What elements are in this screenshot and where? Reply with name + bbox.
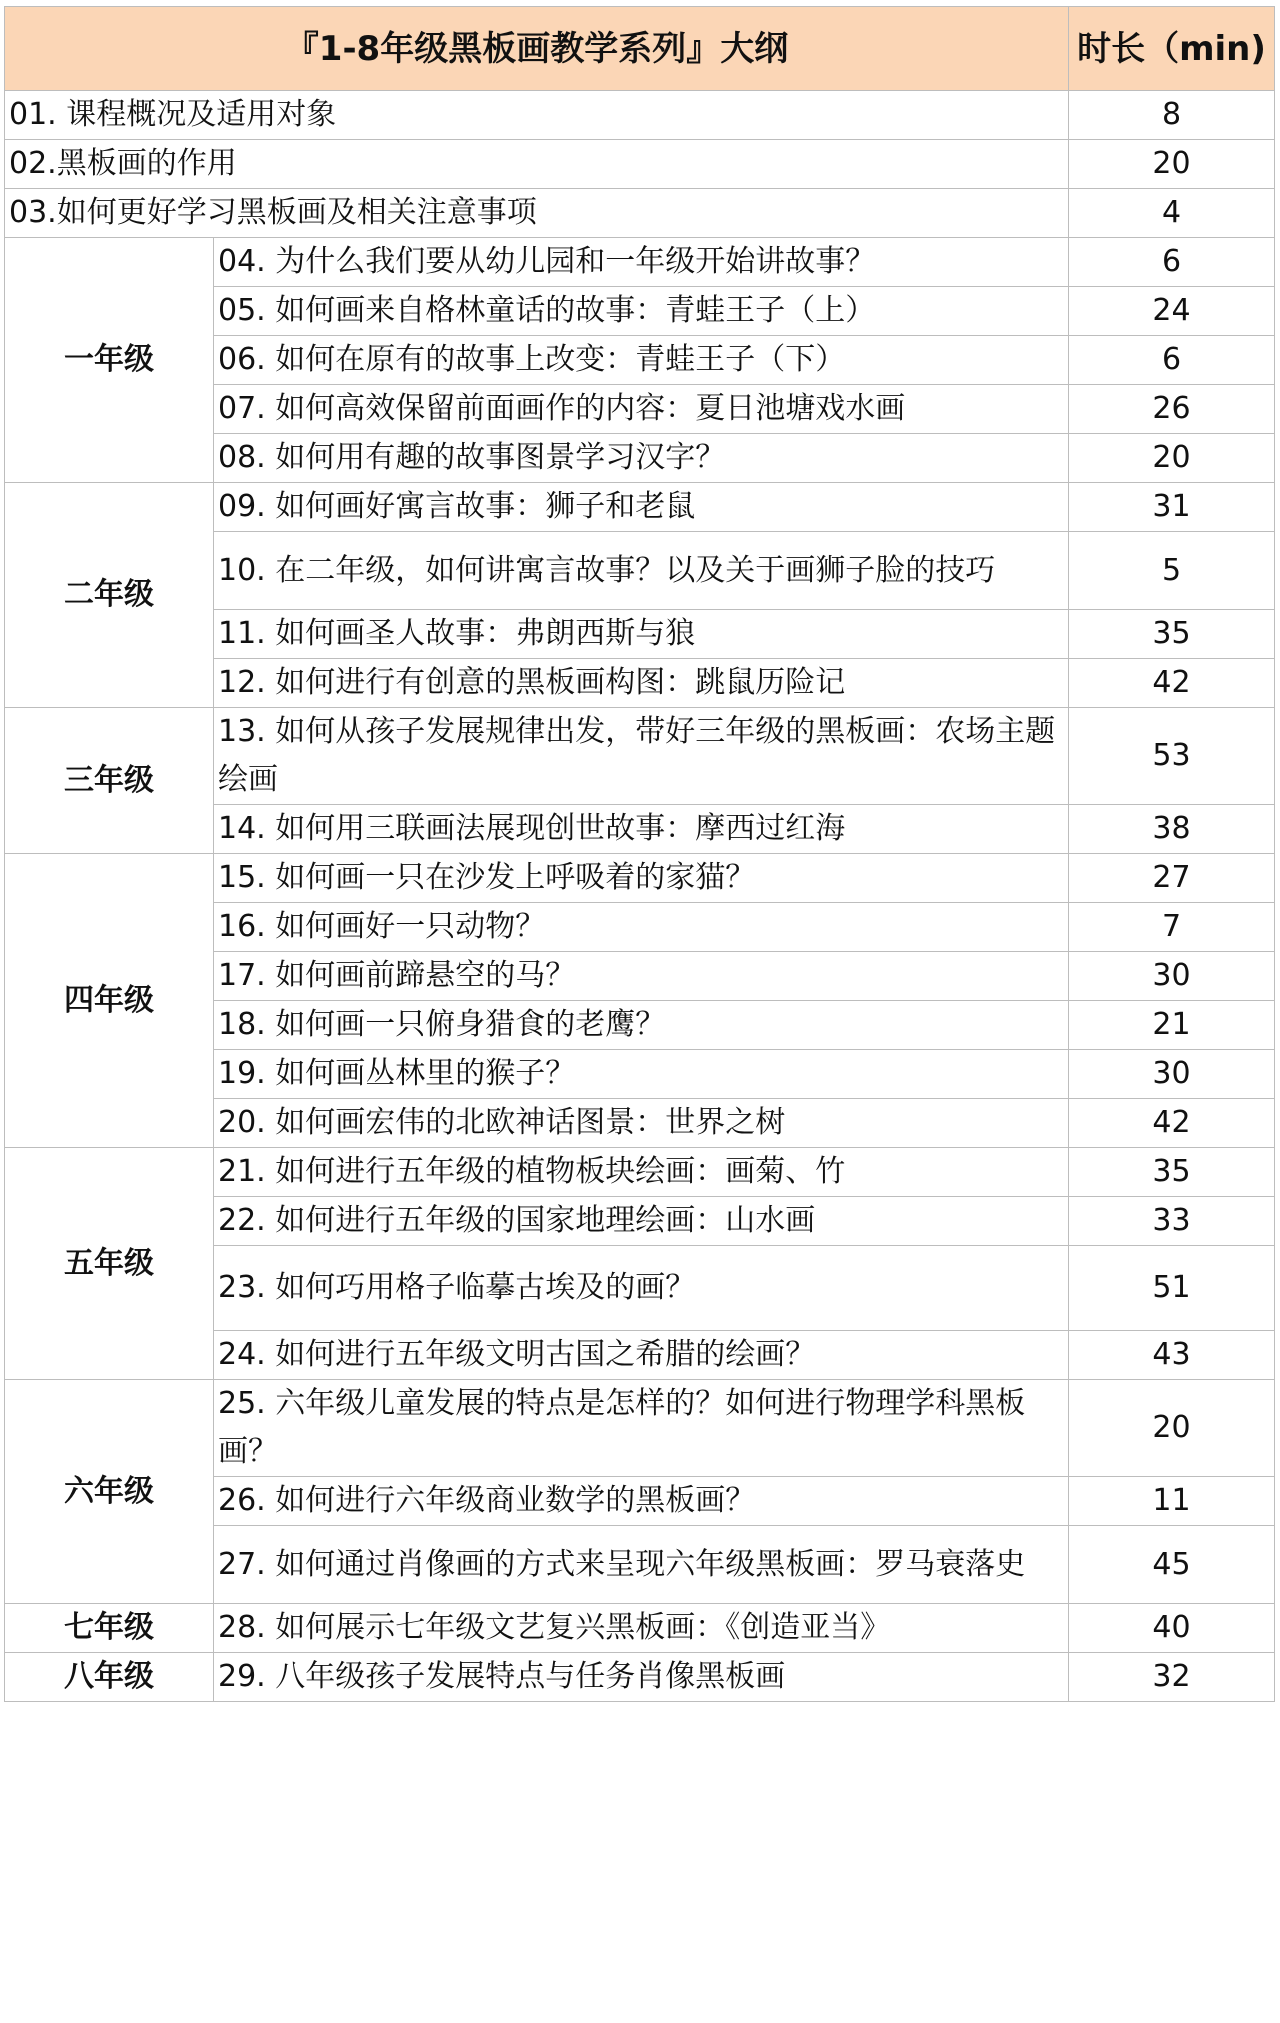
lesson-title: 19. 如何画丛林里的猴子？ — [214, 1050, 1069, 1099]
grade-label: 八年级 — [5, 1653, 214, 1702]
lesson-title: 03.如何更好学习黑板画及相关注意事项 — [5, 189, 1069, 238]
table-row — [5, 140, 1275, 189]
lesson-duration: 5 — [1069, 532, 1275, 610]
lesson-title: 26. 如何进行六年级商业数学的黑板画？ — [214, 1477, 1069, 1526]
outline-body — [5, 7, 1275, 1702]
lesson-duration: 11 — [1069, 1477, 1275, 1526]
lesson-duration: 30 — [1069, 1050, 1275, 1099]
lesson-duration: 51 — [1069, 1246, 1275, 1331]
lesson-duration: 21 — [1069, 1001, 1275, 1050]
lesson-title: 23. 如何巧用格子临摹古埃及的画？ — [214, 1246, 1069, 1331]
grade-label: 七年级 — [5, 1604, 214, 1653]
lesson-duration: 42 — [1069, 659, 1275, 708]
table-row — [5, 483, 1275, 532]
lesson-title: 27. 如何通过肖像画的方式来呈现六年级黑板画：罗马衰落史 — [214, 1526, 1069, 1604]
lesson-duration: 43 — [1069, 1331, 1275, 1380]
lesson-duration: 27 — [1069, 854, 1275, 903]
lesson-title: 16. 如何画好一只动物？ — [214, 903, 1069, 952]
lesson-title: 09. 如何画好寓言故事：狮子和老鼠 — [214, 483, 1069, 532]
lesson-title: 14. 如何用三联画法展现创世故事：摩西过红海 — [214, 805, 1069, 854]
lesson-duration: 4 — [1069, 189, 1275, 238]
header-row — [5, 7, 1275, 91]
lesson-title: 11. 如何画圣人故事：弗朗西斯与狼 — [214, 610, 1069, 659]
lesson-title: 12. 如何进行有创意的黑板画构图：跳鼠历险记 — [214, 659, 1069, 708]
grade-label: 一年级 — [5, 238, 214, 483]
table-row — [5, 1380, 1275, 1477]
table-row — [5, 91, 1275, 140]
curriculum-outline-table — [4, 6, 1275, 1702]
lesson-duration: 20 — [1069, 434, 1275, 483]
lesson-title: 04. 为什么我们要从幼儿园和一年级开始讲故事？ — [214, 238, 1069, 287]
lesson-title: 05. 如何画来自格林童话的故事：青蛙王子（上） — [214, 287, 1069, 336]
lesson-duration: 6 — [1069, 238, 1275, 287]
lesson-duration: 38 — [1069, 805, 1275, 854]
table-row — [5, 1148, 1275, 1197]
lesson-title: 29. 八年级孩子发展特点与任务肖像黑板画 — [214, 1653, 1069, 1702]
lesson-duration: 30 — [1069, 952, 1275, 1001]
lesson-duration: 53 — [1069, 708, 1275, 805]
lesson-duration: 32 — [1069, 1653, 1275, 1702]
lesson-duration: 7 — [1069, 903, 1275, 952]
lesson-duration: 35 — [1069, 1148, 1275, 1197]
table-title: 『1-8年级黑板画教学系列』大纲 — [5, 7, 1069, 91]
table-row — [5, 1653, 1275, 1702]
lesson-duration: 8 — [1069, 91, 1275, 140]
lesson-title: 13. 如何从孩子发展规律出发，带好三年级的黑板画：农场主题绘画 — [214, 708, 1069, 805]
duration-header: 时长（min) — [1069, 7, 1275, 91]
lesson-title: 10. 在二年级，如何讲寓言故事？以及关于画狮子脸的技巧 — [214, 532, 1069, 610]
lesson-title: 17. 如何画前蹄悬空的马？ — [214, 952, 1069, 1001]
grade-label: 三年级 — [5, 708, 214, 854]
lesson-duration: 26 — [1069, 385, 1275, 434]
lesson-duration: 45 — [1069, 1526, 1275, 1604]
table-row — [5, 189, 1275, 238]
lesson-title: 22. 如何进行五年级的国家地理绘画：山水画 — [214, 1197, 1069, 1246]
lesson-title: 06. 如何在原有的故事上改变：青蛙王子（下） — [214, 336, 1069, 385]
grade-label: 二年级 — [5, 483, 214, 708]
lesson-duration: 24 — [1069, 287, 1275, 336]
lesson-duration: 20 — [1069, 140, 1275, 189]
table-row — [5, 1604, 1275, 1653]
lesson-title: 02.黑板画的作用 — [5, 140, 1069, 189]
table-row — [5, 708, 1275, 805]
lesson-title: 07. 如何高效保留前面画作的内容：夏日池塘戏水画 — [214, 385, 1069, 434]
lesson-title: 20. 如何画宏伟的北欧神话图景：世界之树 — [214, 1099, 1069, 1148]
lesson-duration: 31 — [1069, 483, 1275, 532]
grade-label: 四年级 — [5, 854, 214, 1148]
lesson-title: 25. 六年级儿童发展的特点是怎样的？如何进行物理学科黑板画？ — [214, 1380, 1069, 1477]
lesson-title: 24. 如何进行五年级文明古国之希腊的绘画？ — [214, 1331, 1069, 1380]
lesson-title: 21. 如何进行五年级的植物板块绘画：画菊、竹 — [214, 1148, 1069, 1197]
lesson-duration: 40 — [1069, 1604, 1275, 1653]
grade-label: 五年级 — [5, 1148, 214, 1380]
lesson-title: 28. 如何展示七年级文艺复兴黑板画：《创造亚当》 — [214, 1604, 1069, 1653]
lesson-duration: 42 — [1069, 1099, 1275, 1148]
lesson-title: 08. 如何用有趣的故事图景学习汉字？ — [214, 434, 1069, 483]
lesson-duration: 6 — [1069, 336, 1275, 385]
lesson-duration: 20 — [1069, 1380, 1275, 1477]
grade-label: 六年级 — [5, 1380, 214, 1604]
lesson-duration: 33 — [1069, 1197, 1275, 1246]
lesson-title: 15. 如何画一只在沙发上呼吸着的家猫？ — [214, 854, 1069, 903]
table-row — [5, 238, 1275, 287]
lesson-duration: 35 — [1069, 610, 1275, 659]
lesson-title: 18. 如何画一只俯身猎食的老鹰？ — [214, 1001, 1069, 1050]
lesson-title: 01. 课程概况及适用对象 — [5, 91, 1069, 140]
table-row — [5, 854, 1275, 903]
